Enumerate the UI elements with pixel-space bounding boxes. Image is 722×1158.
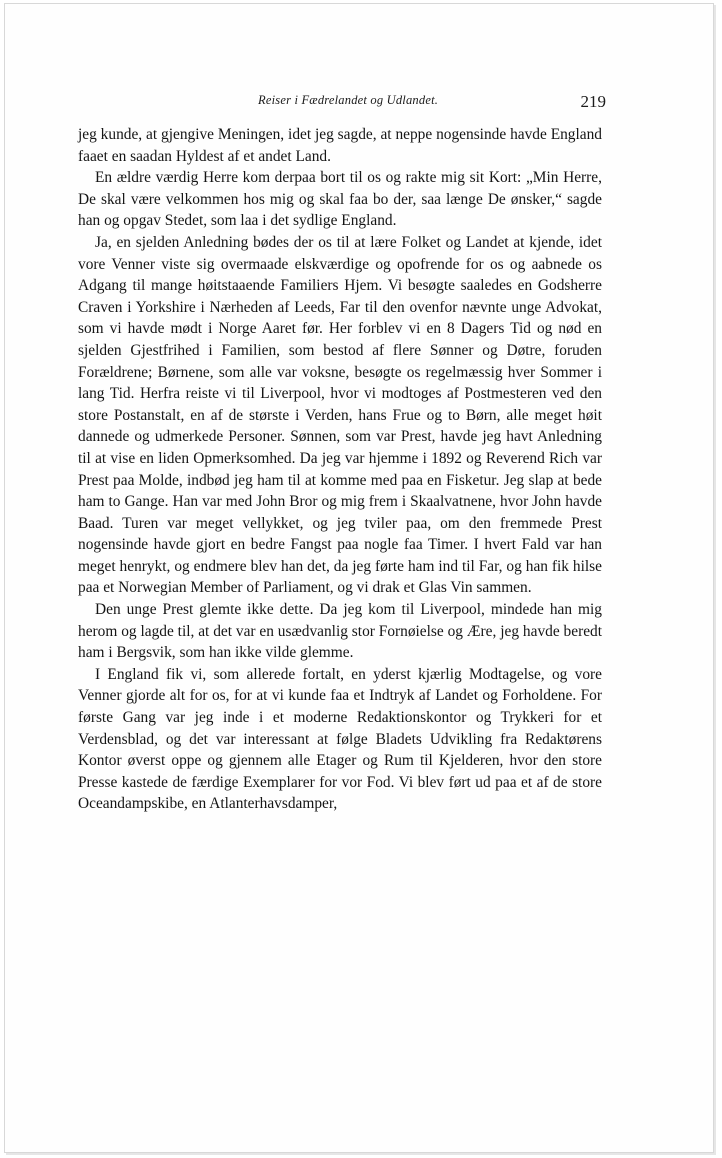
running-header [78,92,606,115]
page-number: 219 [580,92,606,111]
paragraph-4: Den unge Prest glemte ikke dette. Da jeg kom til Liverpool, mindede han mig herom og lagde til, at det var en usædvanlig stor Fornøielse og Ære, jeg havde beredt ham i Bergsvik, som han ikke vilde glemme. [78,601,602,662]
paragraph-2: En ældre værdig Herre kom derpaa bort til os og rakte mig sit Kort: „Min Herre, De skal være velkommen hos mig og skal faa bo der, saa længe De ønsker,“ sagde han og opgav Stedet, som laa i det sydlige England. [78,169,602,230]
paragraph-1: jeg kunde, at gjengive Meningen, idet jeg sagde, at neppe nogensinde havde England faaet en saadan Hyldest af et andet Land. [78,126,602,165]
body-text [78,124,602,815]
paragraph-5: I England fik vi, som allerede fortalt, en yderst kjærlig Modtagelse, og vore Venner gjorde alt for os, for at vi kunde faa et Indtryk af Landet og Forholdene. For første Gang var jeg inde i et moderne Redaktionskontor og Trykkeri for et Verdensblad, og det var interessant at følge Bladets Udvikling fra Redaktørens Kontor øverst oppe og gjennem alle Etager og Rum til Kjelderen, hvor den store Presse kastede de færdige Exemplarer for vor Fod. Vi blev ført ud paa et af de store Oceandampskibe, en Atlanterhavsdamper, [78,665,602,813]
running-title: Reiser i Fædrelandet og Udlandet. [258,93,439,107]
paragraph-3: Ja, en sjelden Anledning bødes der os til at lære Folket og Landet at kjende, idet vore Venner viste sig overmaade elskværdige og opofrende for os og aabnede os Adgang til mange høitstaaende Familiers Hjem. Vi besøgte saaledes en Godsherre Craven i Yorkshire i Nærheden af Leeds, Far til den ovenfor nævnte unge Advokat, som vi havde mødt i Norge Aaret før. Her forblev vi en 8 Dagers Tid og nød en sjelden Gjestfrihed i Familien, som bestod af flere Sønner og Døtre, foruden Forældrene; Børnene, som alle var voksne, besøgte os regelmæssig hver Sommer i lang Tid. Herfra reiste vi til Liverpool, hvor vi modtoges af Postmesteren ved den store Postanstalt, en af de største i Verden, hans Frue og to Børn, alle meget høit dannede og udmerkede Personer. Sønnen, som var Prest, havde jeg havt Anledning til at vise en liden Opmerksomhed. Da jeg var hjemme i 1892 og Reverend Rich var Prest paa Molde, indbød jeg ham til at komme med paa en Fisketur. Jeg slap at bede ham to Gange. Han var med John Bror og mig frem i Skaalvatnene, hvor John havde Baad. Turen var meget vellykket, og jeg tviler paa, om den fremmede Prest nogensinde havde gjort en bedre Fangst paa nogle faa Timer. I hvert Fald var han meget henrykt, og endmere blev han det, da jeg førte ham ind til Far, og han fik hilse paa et Norwegian Member of Parliament, og vi drak et Glas Vin sammen. [78,233,602,597]
